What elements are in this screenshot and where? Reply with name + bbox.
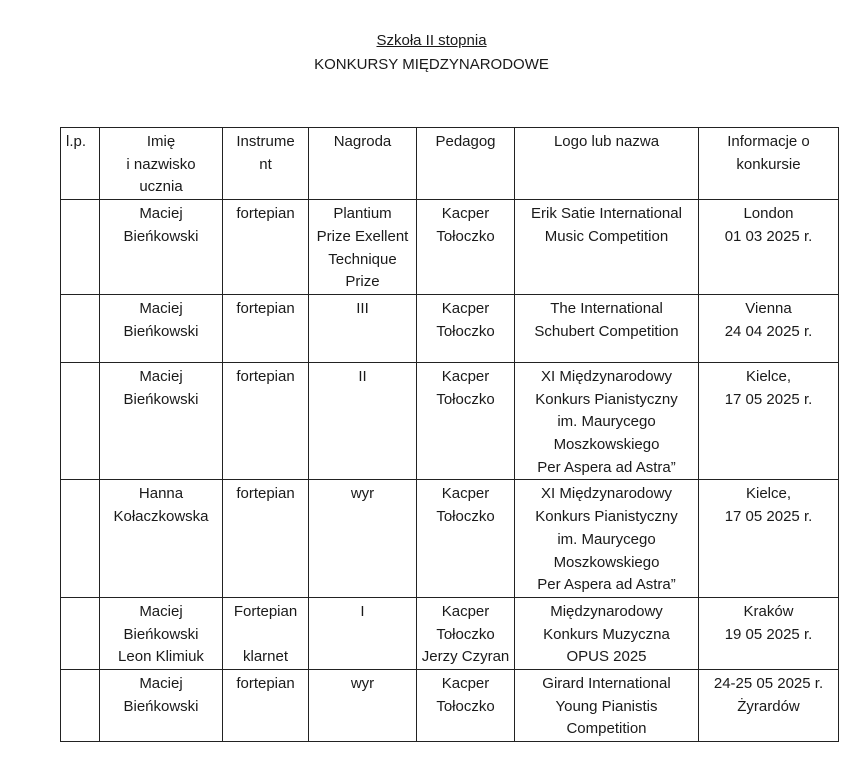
table-row <box>61 294 839 362</box>
cell-instrument: fortepian <box>223 362 309 480</box>
table-header-row <box>61 128 839 200</box>
column-header-teacher: Pedagog <box>417 128 515 200</box>
cell-info: Kielce, 17 05 2025 r. <box>699 362 839 480</box>
cell-lp <box>61 294 100 362</box>
cell-award: III <box>309 294 417 362</box>
cell-teacher: Kacper Tołoczko <box>417 670 515 742</box>
cell-instrument: Fortepian klarnet <box>223 597 309 669</box>
table-row <box>61 362 839 480</box>
cell-competition: Erik Satie International Music Competition <box>515 200 699 295</box>
cell-teacher: Kacper Tołoczko <box>417 480 515 598</box>
column-header-competition: Logo lub nazwa <box>515 128 699 200</box>
table-row <box>61 480 839 598</box>
cell-teacher: Kacper Tołoczko <box>417 362 515 480</box>
cell-lp <box>61 480 100 598</box>
table-row <box>61 200 839 295</box>
cell-student: Hanna Kołaczkowska <box>100 480 223 598</box>
column-header-lp: l.p. <box>61 128 100 200</box>
cell-teacher: Kacper Tołoczko Jerzy Czyran <box>417 597 515 669</box>
cell-student: Maciej Bieńkowski <box>100 294 223 362</box>
cell-info: Kraków 19 05 2025 r. <box>699 597 839 669</box>
cell-competition: Girard International Young Pianistis Competition <box>515 670 699 742</box>
cell-info: Vienna 24 04 2025 r. <box>699 294 839 362</box>
cell-teacher: Kacper Tołoczko <box>417 200 515 295</box>
cell-lp <box>61 362 100 480</box>
cell-competition: Międzynarodowy Konkurs Muzyczna OPUS 2025 <box>515 597 699 669</box>
table-row <box>61 597 839 669</box>
cell-award: wyr <box>309 670 417 742</box>
cell-award: Plantium Prize Exellent Technique Prize <box>309 200 417 295</box>
cell-instrument: fortepian <box>223 294 309 362</box>
cell-competition: XI Międzynarodowy Konkurs Pianistyczny im. Maurycego Moszkowskiego Per Aspera ad Astra” <box>515 480 699 598</box>
competitions-table <box>60 127 839 742</box>
cell-competition: The International Schubert Competition <box>515 294 699 362</box>
cell-student: Maciej Bieńkowski <box>100 362 223 480</box>
cell-info: Kielce, 17 05 2025 r. <box>699 480 839 598</box>
table-row <box>61 670 839 742</box>
cell-instrument: fortepian <box>223 480 309 598</box>
cell-info: 24-25 05 2025 r. Żyrardów <box>699 670 839 742</box>
cell-student: Maciej Bieńkowski Leon Klimiuk <box>100 597 223 669</box>
column-header-info: Informacje o konkursie <box>699 128 839 200</box>
cell-teacher: Kacper Tołoczko <box>417 294 515 362</box>
school-level-heading: Szkoła II stopnia <box>376 32 487 49</box>
cell-student: Maciej Bieńkowski <box>100 200 223 295</box>
cell-competition: XI Międzynarodowy Konkurs Pianistyczny im. Maurycego Moszkowskiego Per Aspera ad Astra” <box>515 362 699 480</box>
cell-instrument: fortepian <box>223 670 309 742</box>
column-header-instrument: Instrume nt <box>223 128 309 200</box>
column-header-student: Imię i nazwisko ucznia <box>100 128 223 200</box>
cell-lp <box>61 200 100 295</box>
cell-award: wyr <box>309 480 417 598</box>
column-header-award: Nagroda <box>309 128 417 200</box>
cell-award: II <box>309 362 417 480</box>
page-title: KONKURSY MIĘDZYNARODOWE <box>314 56 549 73</box>
cell-student: Maciej Bieńkowski <box>100 670 223 742</box>
cell-lp <box>61 670 100 742</box>
cell-award: I <box>309 597 417 669</box>
cell-lp <box>61 597 100 669</box>
cell-info: London 01 03 2025 r. <box>699 200 839 295</box>
cell-instrument: fortepian <box>223 200 309 295</box>
